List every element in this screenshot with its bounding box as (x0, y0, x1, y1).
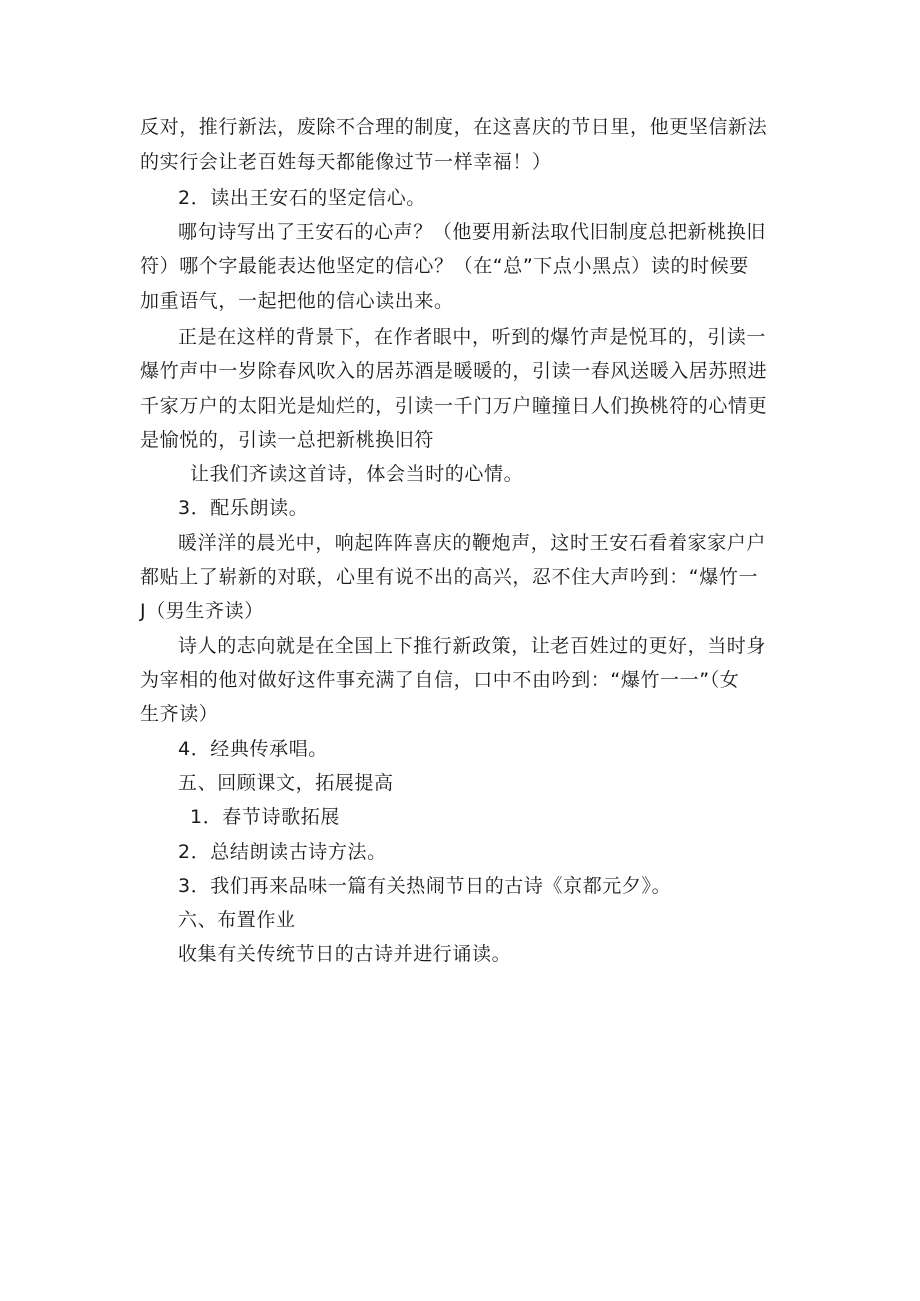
paragraph-line: 是愉悦的，引读一总把新桃换旧符 (140, 429, 435, 451)
paragraph-line: 都贴上了崭新的对联，心里有说不出的高兴，忍不住大声吟到：“爆竹一 (140, 566, 759, 588)
paragraph-line: 的实行会让老百姓每天都能像过节一样幸福！） (140, 151, 552, 173)
section-heading: 五、回顾课文，拓展提高 (178, 772, 394, 794)
section-heading: 2．读出王安石的坚定信心。 (178, 187, 426, 209)
paragraph-line: 哪句诗写出了王安石的心声？（他要用新法取代旧制度总把新桃换旧 (178, 221, 767, 243)
paragraph-line: 千家万户的太阳光是灿烂的，引读一千门万户瞳撞日人们换桃符的心情更 (140, 395, 768, 417)
paragraph-line: 生齐读） (140, 703, 219, 725)
section-heading: 1．春节诗歌拓展 (190, 806, 340, 828)
paragraph-line: 正是在这样的背景下，在作者眼中，听到的爆竹声是悦耳的，引读一 (178, 326, 767, 348)
paragraph-line: 诗人的志向就是在全国上下推行新政策，让老百姓过的更好，当时身 (178, 635, 767, 657)
paragraph-line: 反对，推行新法，废除不合理的制度，在这喜庆的节日里，他更坚信新法 (140, 116, 768, 138)
section-heading: 六、布置作业 (178, 909, 296, 931)
paragraph-line: J（男生齐读） (140, 600, 264, 622)
paragraph-line: 符）哪个字最能表达他坚定的信心？（在“总”下点小黑点）读的时候要 (140, 255, 749, 277)
section-heading: 3．我们再来品味一篇有关热闹节日的古诗《京都元夕》。 (178, 875, 672, 897)
section-heading: 4．经典传承唱。 (178, 738, 328, 760)
section-heading: 3．配乐朗读。 (178, 497, 309, 519)
paragraph-line: 让我们齐读这首诗，体会当时的心情。 (190, 463, 524, 485)
paragraph-line: 爆竹声中一岁除春风吹入的居苏酒是暖暖的，引读一春风送暖入居苏照进 (140, 360, 768, 382)
paragraph-line: 加重语气，一起把他的信心读出来。 (140, 290, 454, 312)
paragraph-line: 收集有关传统节日的古诗并进行诵读。 (178, 943, 512, 965)
paragraph-line: 为宰相的他对做好这件事充满了自信，口中不由吟到：“爆竹一一”（女 (140, 669, 740, 691)
paragraph-line: 暖洋洋的晨光中，响起阵阵喜庆的鞭炮声，这时王安石看着家家户户 (178, 532, 767, 554)
section-heading: 2．总结朗读古诗方法。 (178, 841, 387, 863)
